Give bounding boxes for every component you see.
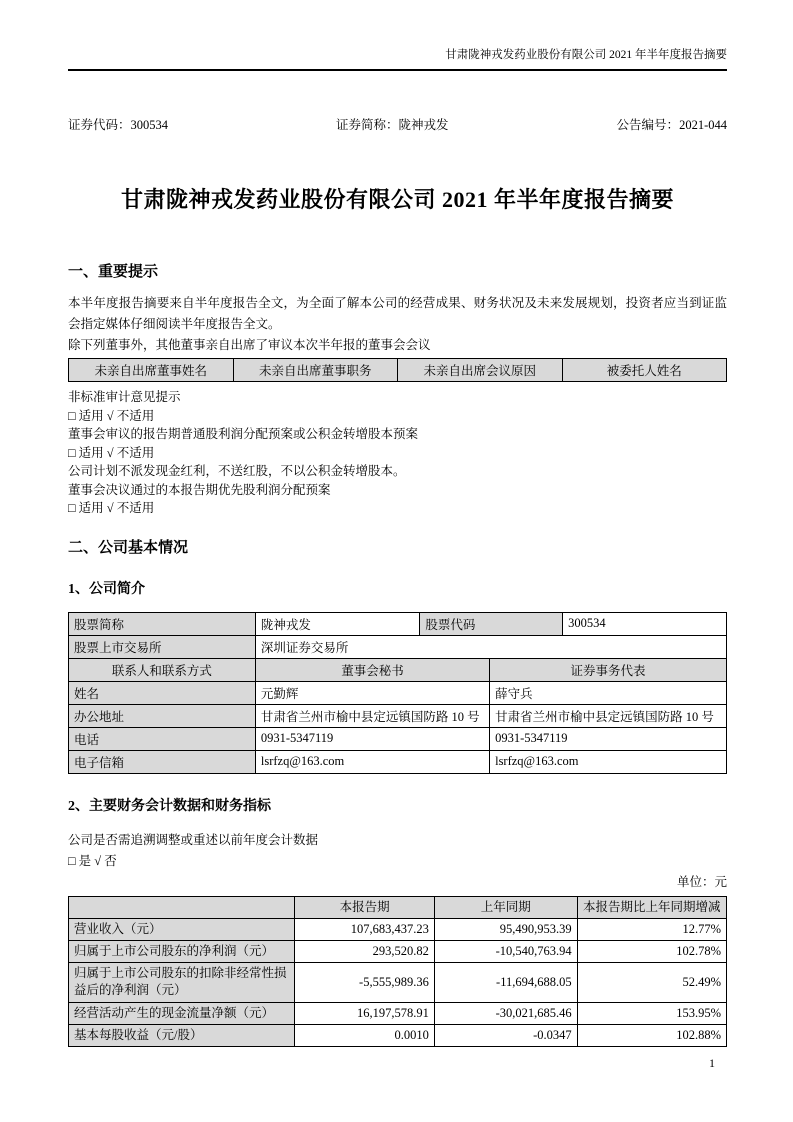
financial-indicators-table	[68, 896, 727, 1047]
audit-opinion-tick: □ 适用 √ 不适用	[68, 408, 155, 423]
table-row	[69, 635, 727, 658]
address-label-cell: 办公地址	[69, 704, 256, 727]
no-dividend-statement: 公司计划不派发现金红利，不送红股，不以公积金转增股本。	[68, 464, 406, 478]
secretary-address-cell: 甘肃省兰州市榆中县定远镇国防路 10 号	[255, 704, 489, 727]
exchange-label-cell: 股票上市交易所	[69, 635, 256, 658]
row-label: 营业收入（元）	[69, 918, 295, 940]
table-header-row	[69, 658, 727, 681]
section2-heading: 二、公司基本情况	[68, 539, 189, 556]
table-header-row	[69, 896, 727, 918]
dividend-plan-note: 董事会审议的报告期普通股利润分配预案或公积金转增股本预案	[68, 427, 419, 441]
row-label: 归属于上市公司股东的扣除非经常性损益后的净利润（元）	[69, 962, 295, 1002]
stock-code	[68, 115, 168, 133]
document-title: 甘肃陇神戎发药业股份有限公司 2021 年半年度报告摘要	[120, 187, 674, 212]
table-row	[69, 940, 727, 962]
meta-row	[68, 115, 727, 133]
row-label: 基本每股收益（元/股）	[69, 1024, 295, 1046]
header-absent-director-title: 未亲自出席董事职务	[233, 359, 398, 382]
header-current-period: 本报告期	[295, 896, 434, 918]
directors-attendance-note: 除下列董事外，其他董事亲自出席了审议本次半年报的董事会会议	[68, 338, 431, 352]
row-change-value: 102.78%	[577, 940, 726, 962]
table-row	[69, 612, 727, 635]
page-content	[68, 0, 727, 1047]
table-row	[69, 727, 727, 750]
email-label-cell: 电子信箱	[69, 750, 256, 773]
representative-header-cell: 证券事务代表	[490, 658, 727, 681]
announcement-value: 2021-044	[679, 118, 727, 132]
preferred-dividend-note: 董事会决议通过的本报告期优先股利润分配预案	[68, 482, 331, 497]
row-prior-value: 95,490,953.39	[434, 918, 577, 940]
row-current-value: 293,520.82	[295, 940, 434, 962]
financial-data-heading: 2、主要财务会计数据和财务指标	[68, 798, 271, 814]
important-note-paragraph: 本半年度报告摘要来自半年度报告全文，为全面了解本公司的经营成果、财务状况及未来发展规划，投资者应当到证监会指定媒体仔细阅读半年度报告全文。	[68, 296, 727, 331]
table-row	[69, 750, 727, 773]
preferred-dividend-tick: □ 适用 √ 不适用	[68, 501, 155, 515]
stock-code-value-cell: 300534	[563, 612, 727, 635]
stock-abbr	[336, 115, 449, 133]
representative-phone-cell: 0931-5347119	[490, 727, 727, 750]
table-row	[69, 1002, 727, 1024]
row-current-value: -5,555,989.36	[295, 962, 434, 1002]
stock-code-value: 300534	[130, 118, 169, 132]
header-absence-reason: 未亲自出席会议原因	[398, 359, 563, 382]
stock-abbr-value-cell: 陇神戎发	[255, 612, 420, 635]
stock-abbr-value: 陇神戎发	[398, 118, 449, 132]
row-current-value: 0.0010	[295, 1024, 434, 1046]
announcement-no	[617, 115, 727, 133]
row-prior-value: -11,694,688.05	[434, 962, 577, 1002]
table-header-row	[69, 359, 727, 382]
header-absent-director-name: 未亲自出席董事姓名	[69, 359, 234, 382]
row-change-value: 52.49%	[577, 962, 726, 1002]
applicability-lines	[68, 388, 727, 518]
row-change-value: 153.95%	[577, 1002, 726, 1024]
row-label: 经营活动产生的现金流量净额（元）	[69, 1002, 295, 1024]
header-proxy-name: 被委托人姓名	[562, 359, 727, 382]
row-prior-value: -30,021,685.46	[434, 1002, 577, 1024]
exchange-value-cell: 深圳证券交易所	[255, 635, 726, 658]
secretary-phone-cell: 0931-5347119	[255, 727, 489, 750]
table-row	[69, 962, 727, 1002]
table-row	[69, 704, 727, 727]
row-current-value: 107,683,437.23	[295, 918, 434, 940]
absent-directors-table	[68, 358, 727, 382]
row-change-value: 102.88%	[577, 1024, 726, 1046]
row-change-value: 12.77%	[577, 918, 726, 940]
table-row	[69, 918, 727, 940]
row-prior-value: -10,540,763.94	[434, 940, 577, 962]
phone-label-cell: 电话	[69, 727, 256, 750]
restate-answer: □ 是 √ 否	[68, 853, 117, 868]
secretary-name-cell: 元勤辉	[255, 681, 489, 704]
table-row	[69, 1024, 727, 1046]
stock-abbr-label: 证券简称：	[336, 118, 399, 132]
announcement-label: 公告编号：	[616, 118, 680, 132]
table-row	[69, 681, 727, 704]
header-blank-cell	[69, 896, 295, 918]
secretary-email-cell: lsrfzq@163.com	[255, 750, 489, 773]
dividend-plan-tick: □ 适用 √ 不适用	[68, 445, 155, 460]
stock-code-label-cell: 股票代码	[420, 612, 563, 635]
unit-label: 单位：元	[676, 874, 727, 889]
company-profile-heading: 1、公司简介	[68, 581, 145, 597]
page-number: 1	[709, 1056, 715, 1070]
header-prior-period: 上年同期	[434, 896, 577, 918]
stock-code-label: 证券代码：	[68, 118, 131, 132]
row-prior-value: -0.0347	[434, 1024, 577, 1046]
row-current-value: 16,197,578.91	[295, 1002, 434, 1024]
section1-heading: 一、重要提示	[68, 264, 159, 280]
representative-name-cell: 薛守兵	[490, 681, 727, 704]
representative-email-cell: lsrfzq@163.com	[490, 750, 727, 773]
row-label: 归属于上市公司股东的净利润（元）	[69, 940, 295, 962]
name-label-cell: 姓名	[69, 681, 256, 704]
header-change: 本报告期比上年同期增减	[577, 896, 726, 918]
company-profile-table	[68, 612, 727, 774]
stock-abbr-label-cell: 股票简称	[69, 612, 256, 635]
restate-question: 公司是否需追溯调整或重述以前年度会计数据	[68, 832, 319, 847]
audit-opinion-note: 非标准审计意见提示	[68, 390, 181, 404]
running-header: 甘肃陇神戎发药业股份有限公司 2021 年半年度报告摘要	[68, 46, 727, 71]
representative-address-cell: 甘肃省兰州市榆中县定远镇国防路 10 号	[490, 704, 727, 727]
contact-header-cell: 联系人和联系方式	[69, 658, 256, 681]
secretary-header-cell: 董事会秘书	[255, 658, 489, 681]
